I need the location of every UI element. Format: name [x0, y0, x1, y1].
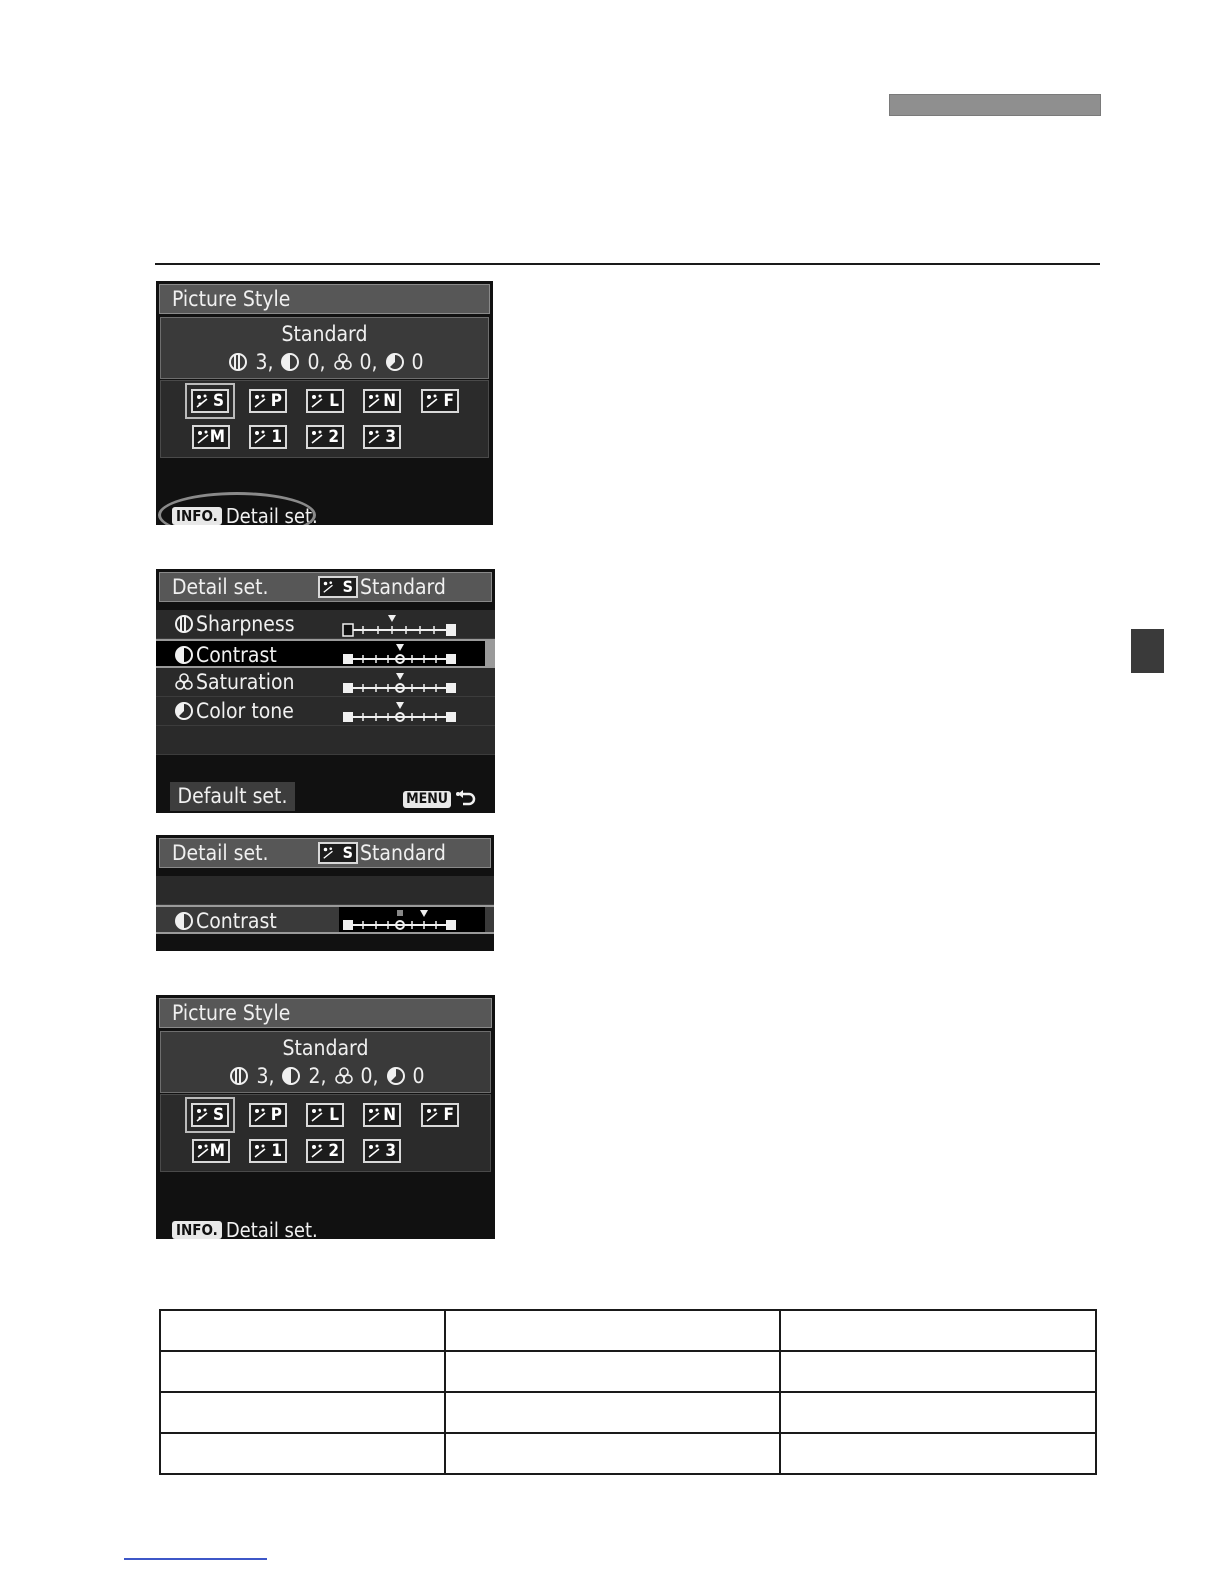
detail-set-label: Detail set. [225, 1218, 318, 1239]
contrast-scale [342, 643, 462, 669]
style-name: Standard [360, 841, 446, 865]
highlight-ellipse [158, 492, 316, 525]
style-user2-icon[interactable]: 2 [306, 425, 344, 449]
info-button-badge: INFO. [172, 507, 222, 525]
style-monochrome-icon[interactable]: M [192, 425, 230, 449]
style-grid [160, 1094, 491, 1172]
standard-style-icon: S [318, 842, 358, 864]
setting-label: Color tone [196, 699, 294, 723]
contrast-value: 2, [308, 1064, 327, 1088]
style-landscape-icon[interactable]: L [306, 1103, 344, 1127]
spacer-row [156, 876, 494, 905]
style-user3-icon[interactable]: 3 [363, 425, 401, 449]
contrast-icon [280, 352, 300, 372]
default-set-button[interactable]: Default set. [170, 782, 295, 811]
detail-title: Detail set. [172, 841, 269, 865]
table-row [160, 1310, 1096, 1351]
setting-row-saturation[interactable] [156, 668, 495, 697]
style-indicator [318, 573, 446, 601]
style-landscape-icon[interactable]: L [306, 389, 344, 413]
color-tone-icon [174, 701, 194, 721]
standard-style-icon: S [318, 576, 358, 598]
section-header-bar [889, 94, 1101, 116]
color-tone-icon [386, 1066, 406, 1086]
empty-row [156, 726, 495, 755]
saturation-value: 0, [360, 1064, 379, 1088]
picture-style-screen-1 [156, 281, 493, 525]
style-info-panel [160, 317, 489, 379]
sharpness-scale [342, 612, 462, 638]
detail-set-label: Detail set. [225, 504, 318, 525]
setting-row-color-tone[interactable] [156, 697, 495, 726]
footer-link-line [124, 1558, 267, 1560]
contrast-value: 0, [307, 350, 326, 374]
saturation-value: 0, [359, 350, 378, 374]
sharpness-icon [229, 1066, 249, 1086]
style-name: Standard [281, 322, 368, 346]
info-button-badge: INFO. [172, 1221, 222, 1239]
setting-label: Sharpness [196, 612, 295, 636]
style-neutral-icon[interactable]: N [363, 1103, 401, 1127]
saturation-scale [342, 670, 462, 696]
saturation-icon [334, 1066, 354, 1086]
screen-title: Picture Style [159, 998, 492, 1028]
detail-header [159, 838, 491, 868]
style-faithful-icon[interactable]: F [421, 1103, 459, 1127]
contrast-icon [174, 911, 194, 931]
detail-set-hint[interactable] [172, 1218, 318, 1239]
contrast-adjust-screen [156, 835, 494, 951]
sharpness-icon [174, 614, 194, 634]
style-params [161, 1062, 490, 1090]
style-user2-icon[interactable]: 2 [306, 1139, 344, 1163]
saturation-icon [333, 352, 353, 372]
color-tone-scale [342, 699, 462, 725]
menu-return[interactable] [403, 790, 477, 808]
chapter-tab [1131, 629, 1164, 673]
setting-label: Contrast [196, 909, 277, 933]
setting-label: Saturation [196, 670, 295, 694]
setting-row-contrast[interactable] [156, 905, 494, 934]
style-info-panel [160, 1031, 491, 1093]
style-name: Standard [360, 575, 446, 599]
style-portrait-icon[interactable]: P [249, 389, 287, 413]
menu-button-badge: MENU [403, 791, 451, 808]
sharpness-value: 3, [256, 1064, 275, 1088]
style-standard-icon[interactable]: S [191, 1103, 229, 1127]
screen-title: Picture Style [159, 284, 490, 314]
setting-row-sharpness[interactable] [156, 610, 495, 639]
table-row [160, 1392, 1096, 1433]
style-faithful-icon[interactable]: F [421, 389, 459, 413]
contrast-icon [281, 1066, 301, 1086]
setting-label: Contrast [196, 643, 277, 667]
color-tone-value: 0 [412, 1064, 425, 1088]
style-user3-icon[interactable]: 3 [363, 1139, 401, 1163]
sharpness-icon [228, 352, 248, 372]
style-name: Standard [282, 1036, 369, 1060]
style-grid [160, 380, 489, 458]
detail-set-screen [156, 569, 495, 813]
picture-style-screen-2 [156, 995, 495, 1239]
style-standard-icon[interactable]: S [191, 389, 229, 413]
return-arrow-icon [455, 790, 477, 808]
detail-header [159, 572, 492, 602]
color-tone-icon [385, 352, 405, 372]
settings-table [159, 1309, 1097, 1475]
style-monochrome-icon[interactable]: M [192, 1139, 230, 1163]
setting-row-contrast[interactable] [156, 639, 495, 668]
color-tone-value: 0 [411, 350, 424, 374]
style-indicator [318, 839, 446, 867]
saturation-icon [174, 672, 194, 692]
table-row [160, 1351, 1096, 1392]
heading-rule [155, 263, 1100, 265]
contrast-scale[interactable] [342, 909, 462, 935]
table-row [160, 1433, 1096, 1474]
style-user1-icon[interactable]: 1 [249, 425, 287, 449]
style-neutral-icon[interactable]: N [363, 389, 401, 413]
style-user1-icon[interactable]: 1 [249, 1139, 287, 1163]
style-portrait-icon[interactable]: P [249, 1103, 287, 1127]
style-params [161, 348, 488, 376]
detail-title: Detail set. [172, 575, 269, 599]
sharpness-value: 3, [255, 350, 274, 374]
contrast-icon [174, 645, 194, 665]
